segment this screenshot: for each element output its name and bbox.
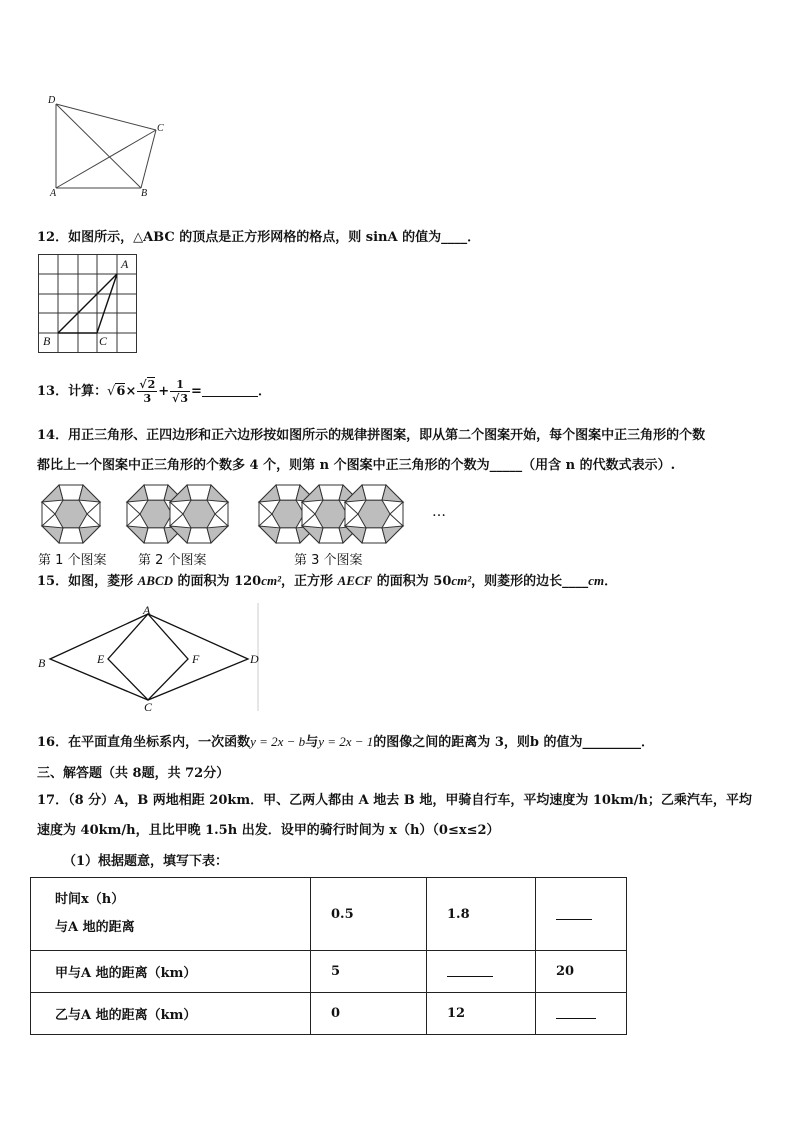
grid-label-a: A (121, 257, 129, 271)
label-c: C (157, 123, 164, 134)
table-header-cell: 时间x（h） 与A 地的距离 (31, 878, 311, 951)
pattern-ellipsis: … (432, 504, 446, 520)
caption-pattern-3: 第 3 个图案 (294, 553, 363, 568)
rhombus-label-b: B (38, 656, 46, 670)
table-row1-label: 甲与A 地的距离（km） (31, 951, 311, 993)
table-row2-label: 乙与A 地的距离（km） (31, 993, 311, 1035)
distance-table (30, 877, 627, 1035)
question-14-line2: 都比上一个图案中正三角形的个数多 4 个，则第 n 个图案中正三角形的个数为_____（用含 n 的代数式表示）. (37, 458, 676, 473)
rhombus-label-d: D (250, 652, 259, 666)
table-row1-val-1: 5 (311, 951, 427, 993)
pattern2-unit-2 (170, 485, 228, 543)
question-17: 17．（8 分）A，B 两地相距 20km．甲、乙两人都由 A 地去 B 地，甲骑自行车，平均速度为 10km/h；乙乘汽车，平均速度为 40km/h，且比甲晚 1.5h 出发．设甲的骑行时间为 x（h）（0≤x≤2） (37, 793, 752, 838)
q13-times: × (125, 384, 137, 399)
question-15: 15．如图，菱形 ABCD 的面积为 120cm²，正方形 AECF 的面积为 50cm²，则菱形的边长____cm． (37, 573, 618, 589)
pattern1-unit (42, 485, 100, 543)
pattern-figures (38, 484, 458, 546)
pattern3-unit-3 (345, 485, 403, 543)
caption-pattern-1: 第 1 个图案 (38, 553, 107, 568)
q13-frac1: $\frac{√2}{3}$ (139, 378, 156, 405)
q13-prefix: 13．计算： (37, 384, 108, 399)
grid-label-c: C (99, 334, 108, 348)
quadrilateral-figure (40, 92, 180, 202)
q13-suffix: ． (257, 384, 271, 399)
table-row1-blank (427, 951, 536, 993)
label-a: A (50, 188, 57, 199)
caption-pattern-2: 第 2 个图案 (138, 553, 207, 568)
question-16: 16．在平面直角坐标系内，一次函数y = 2x − b与y = 2x − 1的图像之间的距离为 3，则b 的值为_________． (37, 734, 654, 750)
label-b: B (141, 188, 148, 199)
question-13: 13．计算：√6× $\frac{√2}{3}$ + $\frac{1}{√3}$ = ． (37, 378, 271, 405)
label-d: D (48, 95, 56, 106)
q13-frac2: $\frac{1}{√3}$ (172, 378, 189, 405)
q13-plus: + (158, 384, 170, 399)
section-3-heading: 三、解答题（共 8题，共 72分） (37, 766, 230, 781)
table-row2-blank (536, 993, 627, 1035)
table-row1-val-3: 20 (536, 951, 627, 993)
q13-answer-blank (202, 383, 258, 397)
q13-sqrt6: 6 (116, 384, 126, 399)
rhombus-label-e: E (97, 652, 105, 666)
rhombus-figure (38, 603, 260, 713)
table-header-blank (536, 878, 627, 951)
q13-eq: = (191, 384, 202, 399)
question-17-sub1: （1）根据题意，填写下表： (63, 854, 229, 869)
rhombus-label-a: A (143, 603, 151, 617)
table-header-val-1: 0.5 (311, 878, 427, 951)
table-row2-val-1: 0 (311, 993, 427, 1035)
question-14-line1: 14．用正三角形、正四边形和正六边形按如图所示的规律拼图案，即从第二个图案开始，每个图案中正三角形的个数 (37, 428, 706, 443)
rhombus-label-c: C (144, 700, 153, 714)
grid-label-b: B (43, 334, 51, 348)
rhombus-label-f: F (192, 652, 200, 666)
table-row2-val-2: 12 (427, 993, 536, 1035)
question-12: 12．如图所示，△ABC 的顶点是正方形网格的格点，则 sinA 的值为____． (37, 230, 481, 245)
table-header-val-2: 1.8 (427, 878, 536, 951)
